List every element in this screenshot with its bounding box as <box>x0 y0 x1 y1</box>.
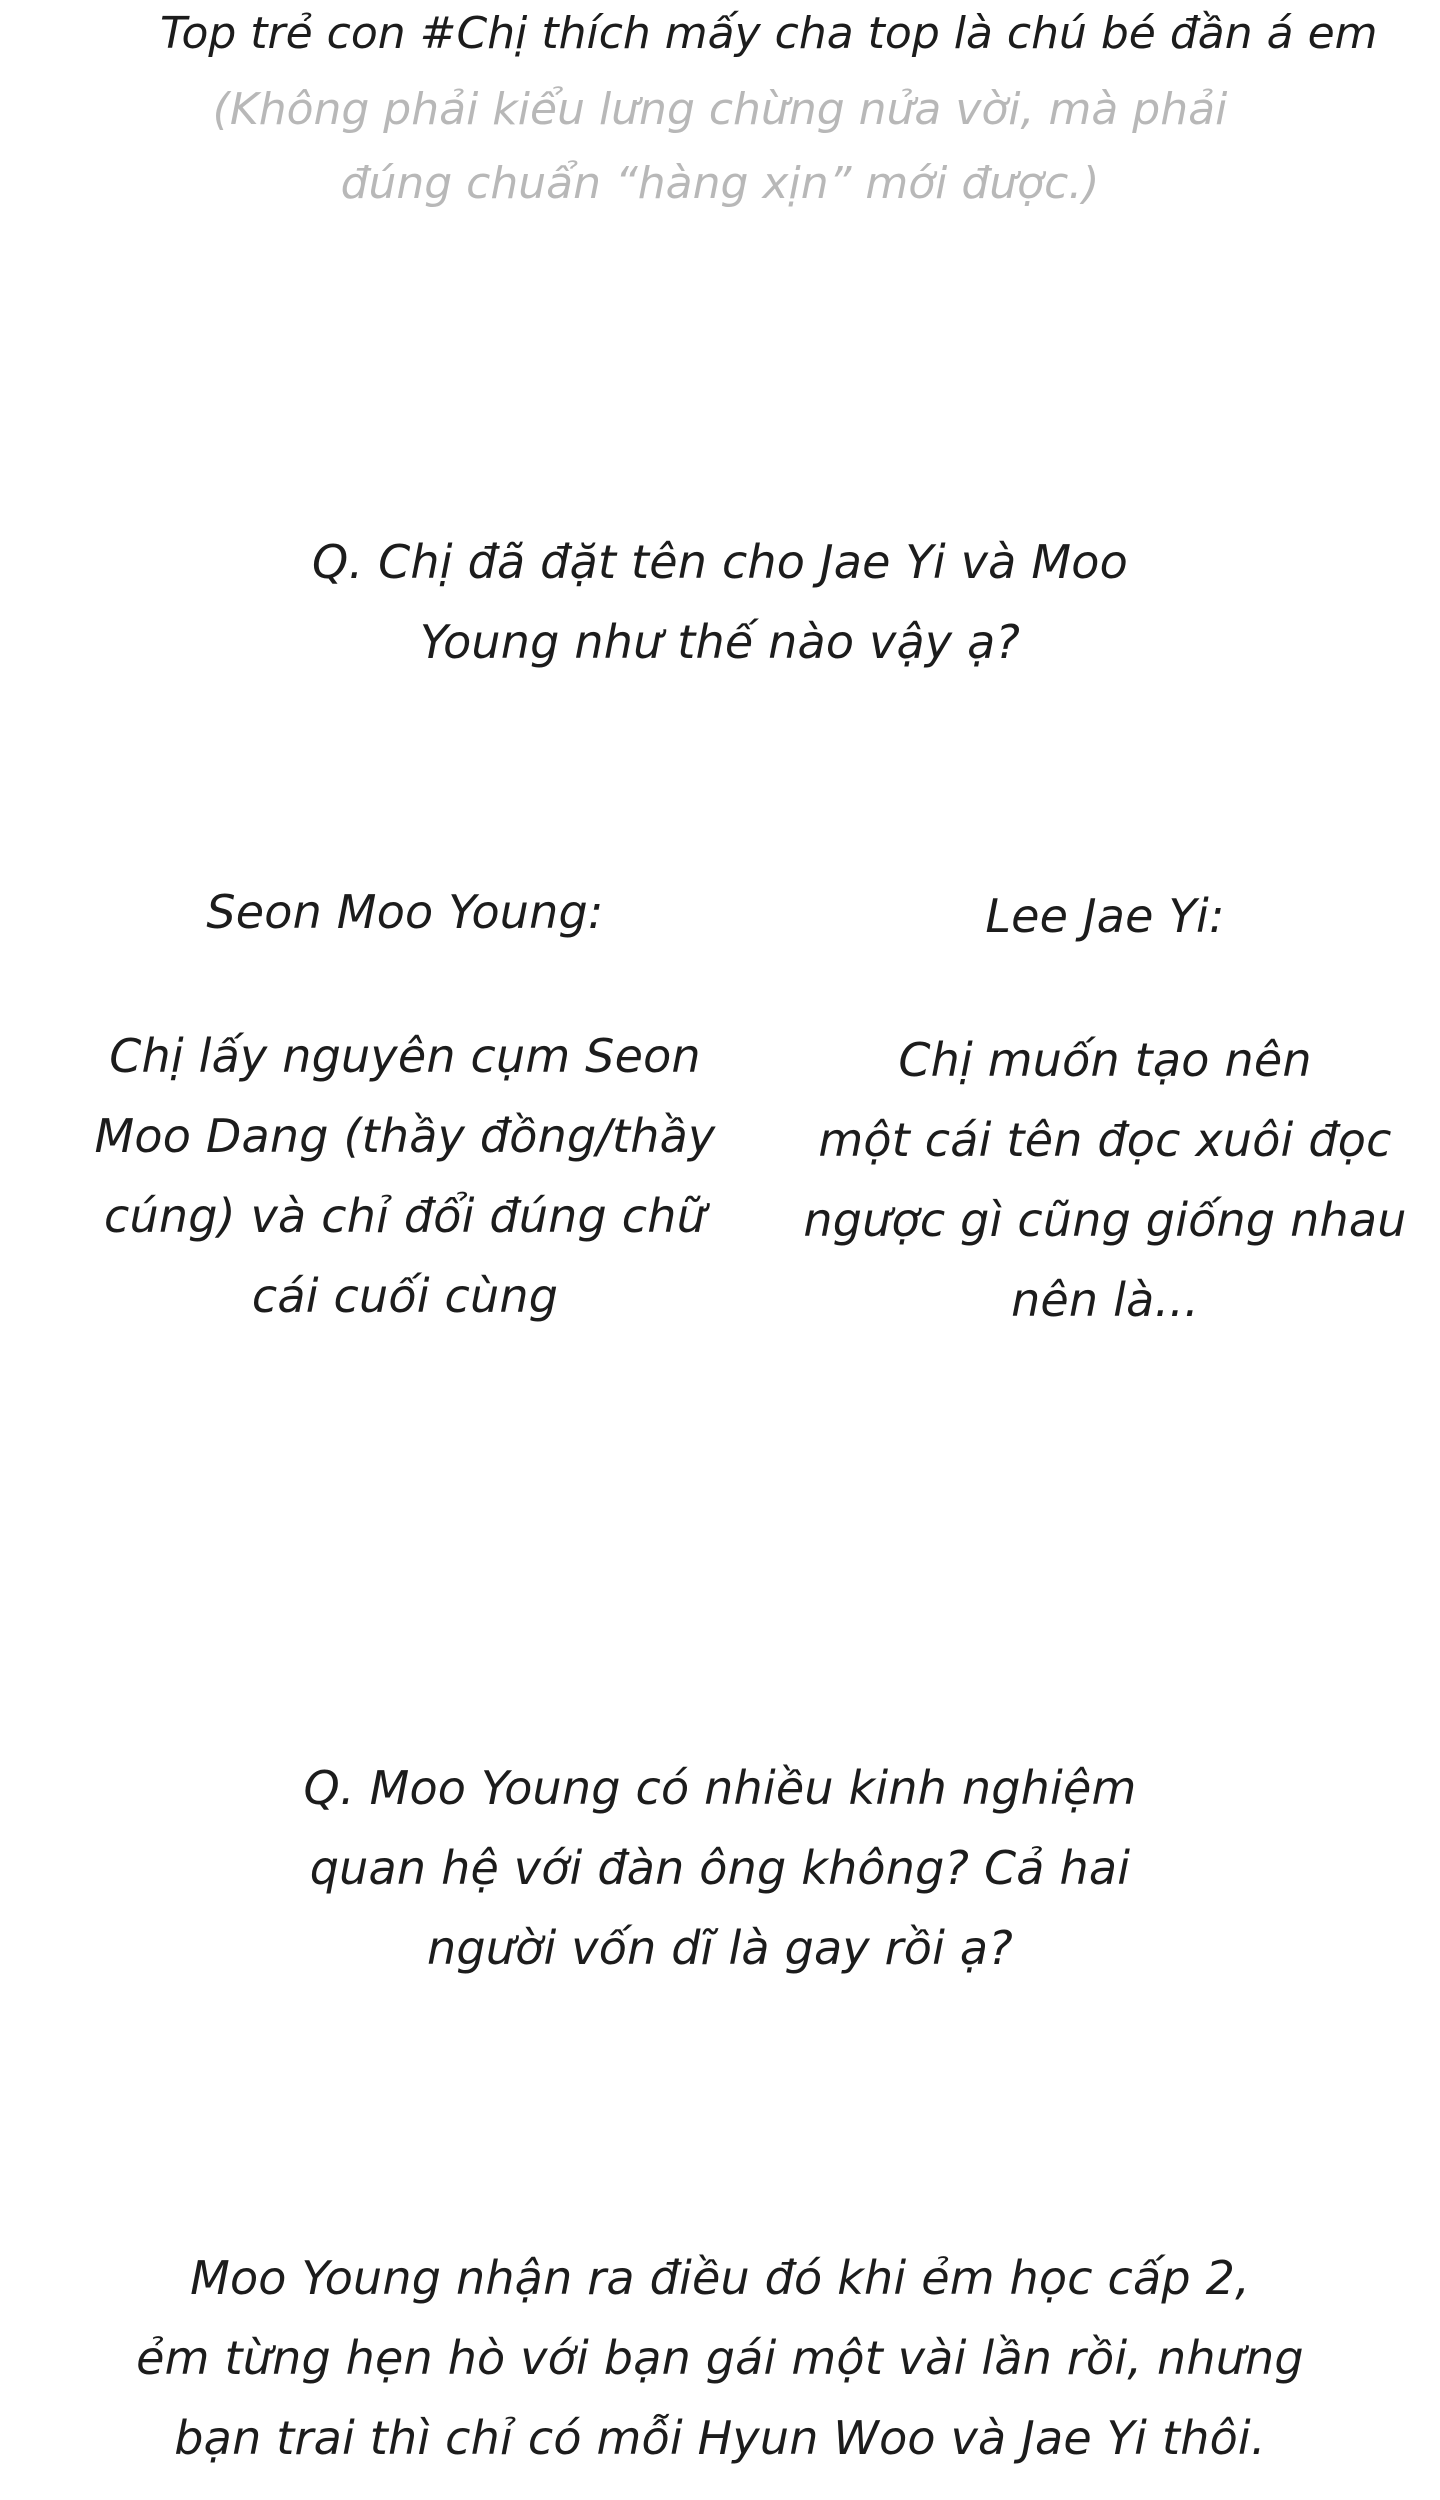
question-2-line: quan hệ với đàn ông không? Cả hai <box>309 1841 1131 1895</box>
answer-2-line: bạn trai thì chỉ có mỗi Hyun Woo và Jae Yi thôi. <box>174 2411 1266 2465</box>
answer-jae-yi-line: ngược gì cũng giống nhau <box>803 1193 1407 1247</box>
intro-line-2: (Không phải kiểu lưng chừng nửa vời, mà phải <box>212 84 1228 135</box>
answer-jae-yi-heading: Lee Jae Yi: <box>985 889 1225 943</box>
answer-jae-yi-body <box>760 1020 1440 1340</box>
question-2-line: người vốn dĩ là gay rồi ạ? <box>427 1921 1013 1975</box>
answer-2 <box>120 2238 1320 2478</box>
answer-2-line: Moo Young nhận ra điều đó khi ẻm học cấp 2, <box>190 2251 1250 2305</box>
answer-moo-young-line: Moo Dang (thầy đồng/thầy <box>94 1109 716 1163</box>
question-2 <box>120 1748 1320 1988</box>
answer-jae-yi-line: một cái tên đọc xuôi đọc <box>818 1113 1392 1167</box>
answer-moo-young-heading: Seon Moo Young: <box>206 885 604 939</box>
question-1-line: Young như thế nào vậy ạ? <box>419 615 1021 669</box>
intro-line-3: đúng chuẩn “hàng xịn” mới được.) <box>340 158 1100 209</box>
question-2-line: Q. Moo Young có nhiều kinh nghiệm <box>303 1761 1137 1815</box>
question-1 <box>120 522 1320 682</box>
question-1-line: Q. Chị đã đặt tên cho Jae Yi và Moo <box>312 535 1128 589</box>
answer-moo-young-line: Chị lấy nguyên cụm Seon <box>109 1029 701 1083</box>
answer-jae-yi-line: Chị muốn tạo nên <box>898 1033 1312 1087</box>
answer-2-line: ẻm từng hẹn hò với bạn gái một vài lần rồi, nhưng <box>136 2331 1304 2385</box>
answer-jae-yi-line: nên là... <box>1011 1273 1199 1327</box>
answer-moo-young-body <box>60 1016 750 1336</box>
answer-moo-young-line: cúng) và chỉ đổi đúng chữ <box>104 1189 706 1243</box>
answer-moo-young-line: cái cuối cùng <box>251 1269 559 1323</box>
intro-line-1: Top trẻ con #Chị thích mấy cha top là chú bé đần á em <box>160 8 1378 59</box>
